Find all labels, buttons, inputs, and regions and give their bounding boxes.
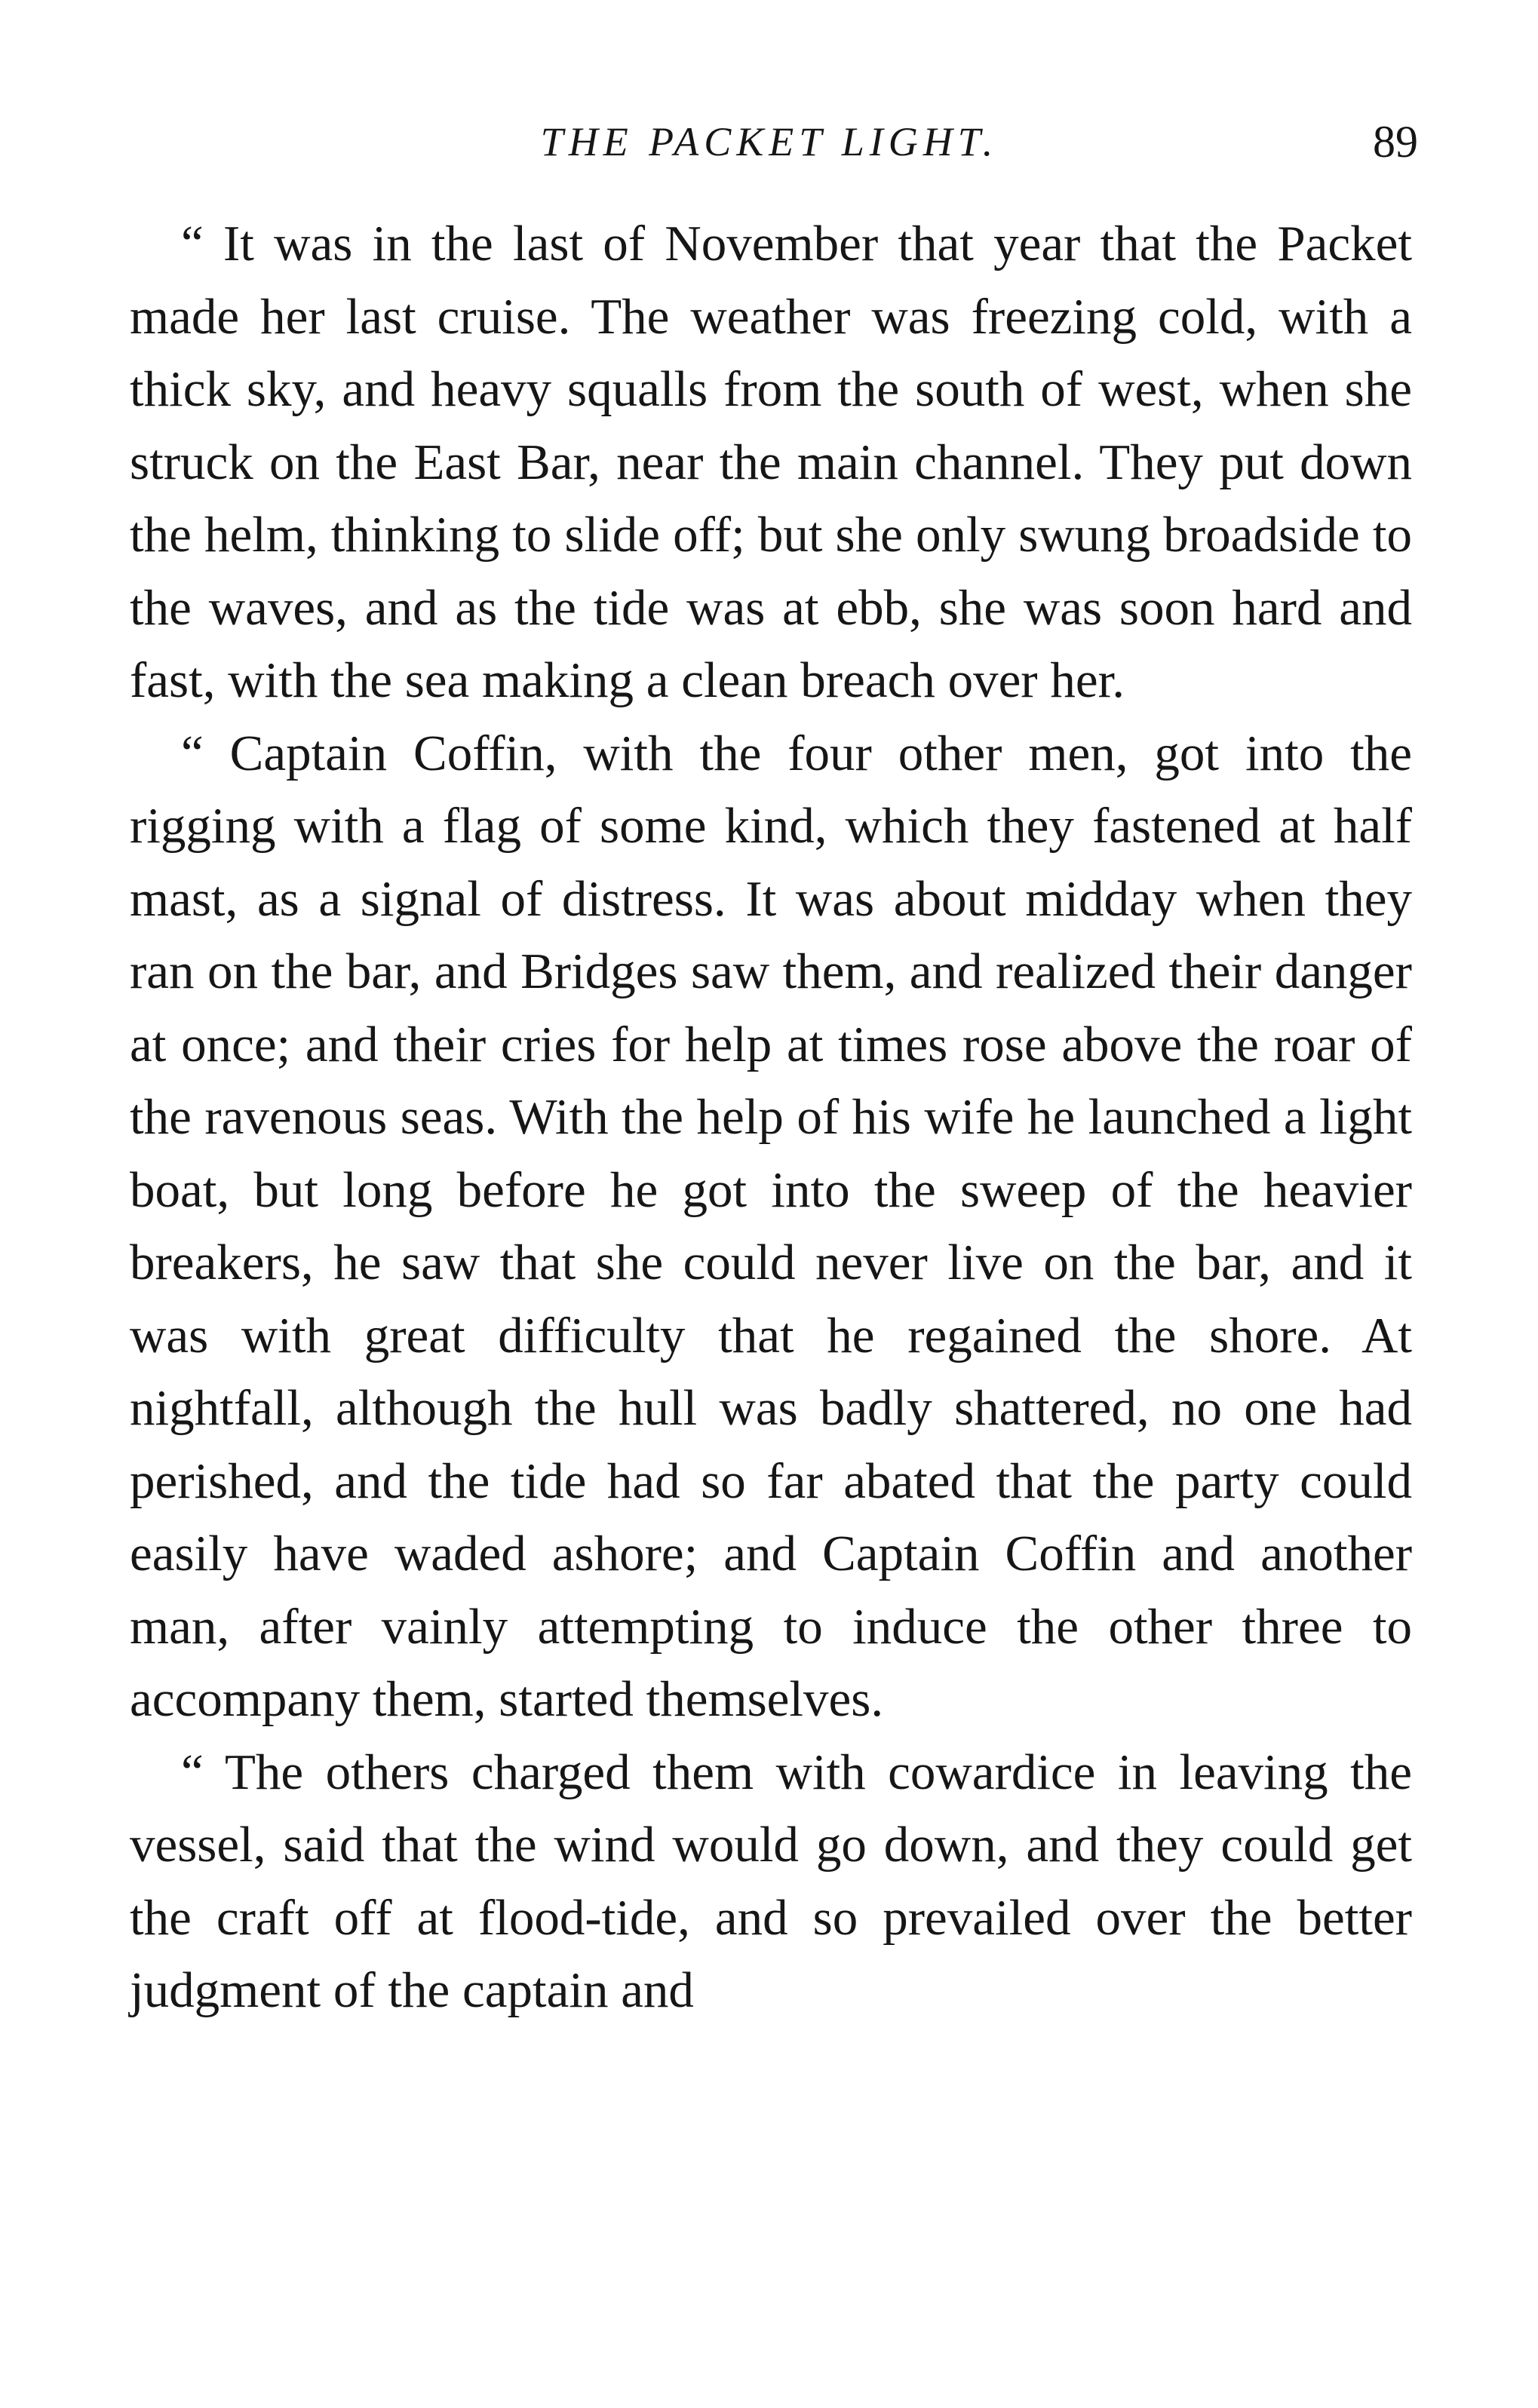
page-number: 89 bbox=[1373, 117, 1418, 167]
paragraph: “ The others charged them with cowardice in leaving the vessel, said that the wind would go down, and they could get the craft off at flood-tide, and so prevailed over the better judgment of the captain and bbox=[130, 1744, 1412, 2018]
paragraph: “ Captain Coffin, with the four other men, got into the rigging with a flag of some kind, which they fastened at half mast, as a signal of distress. It was about midday when they ran on the bar, and Bridges saw them, and realized their danger at once; and their cries for help at times rose above the roar of the ravenous seas. With the help of his wife he launched a light boat, but long before he got into the sweep of the heavier breakers, he saw that she could never live on the bar, and it was with great difficulty that he regained the shore. At nightfall, although the hull was badly shattered, no one had perished, and the tide had so far abated that the party could easily have waded ashore; and Captain Coffin and another man, after vainly attempting to induce the other three to accompany them, started themselves. bbox=[130, 725, 1412, 1727]
running-head bbox=[121, 112, 1418, 172]
paragraph: “ It was in the last of November that year that the Packet made her last cruise. The weather was freezing cold, with a thick sky, and heavy squalls from the south of west, when she struck on the East Bar, near the main channel. They put down the helm, thinking to slide off; but she only swung broadside to the waves, and as the tide was at ebb, she was soon hard and fast, with the sea making a clean breach over her. bbox=[130, 216, 1412, 708]
running-title: THE PACKET LIGHT. bbox=[540, 119, 999, 164]
body-text bbox=[130, 207, 1412, 2027]
